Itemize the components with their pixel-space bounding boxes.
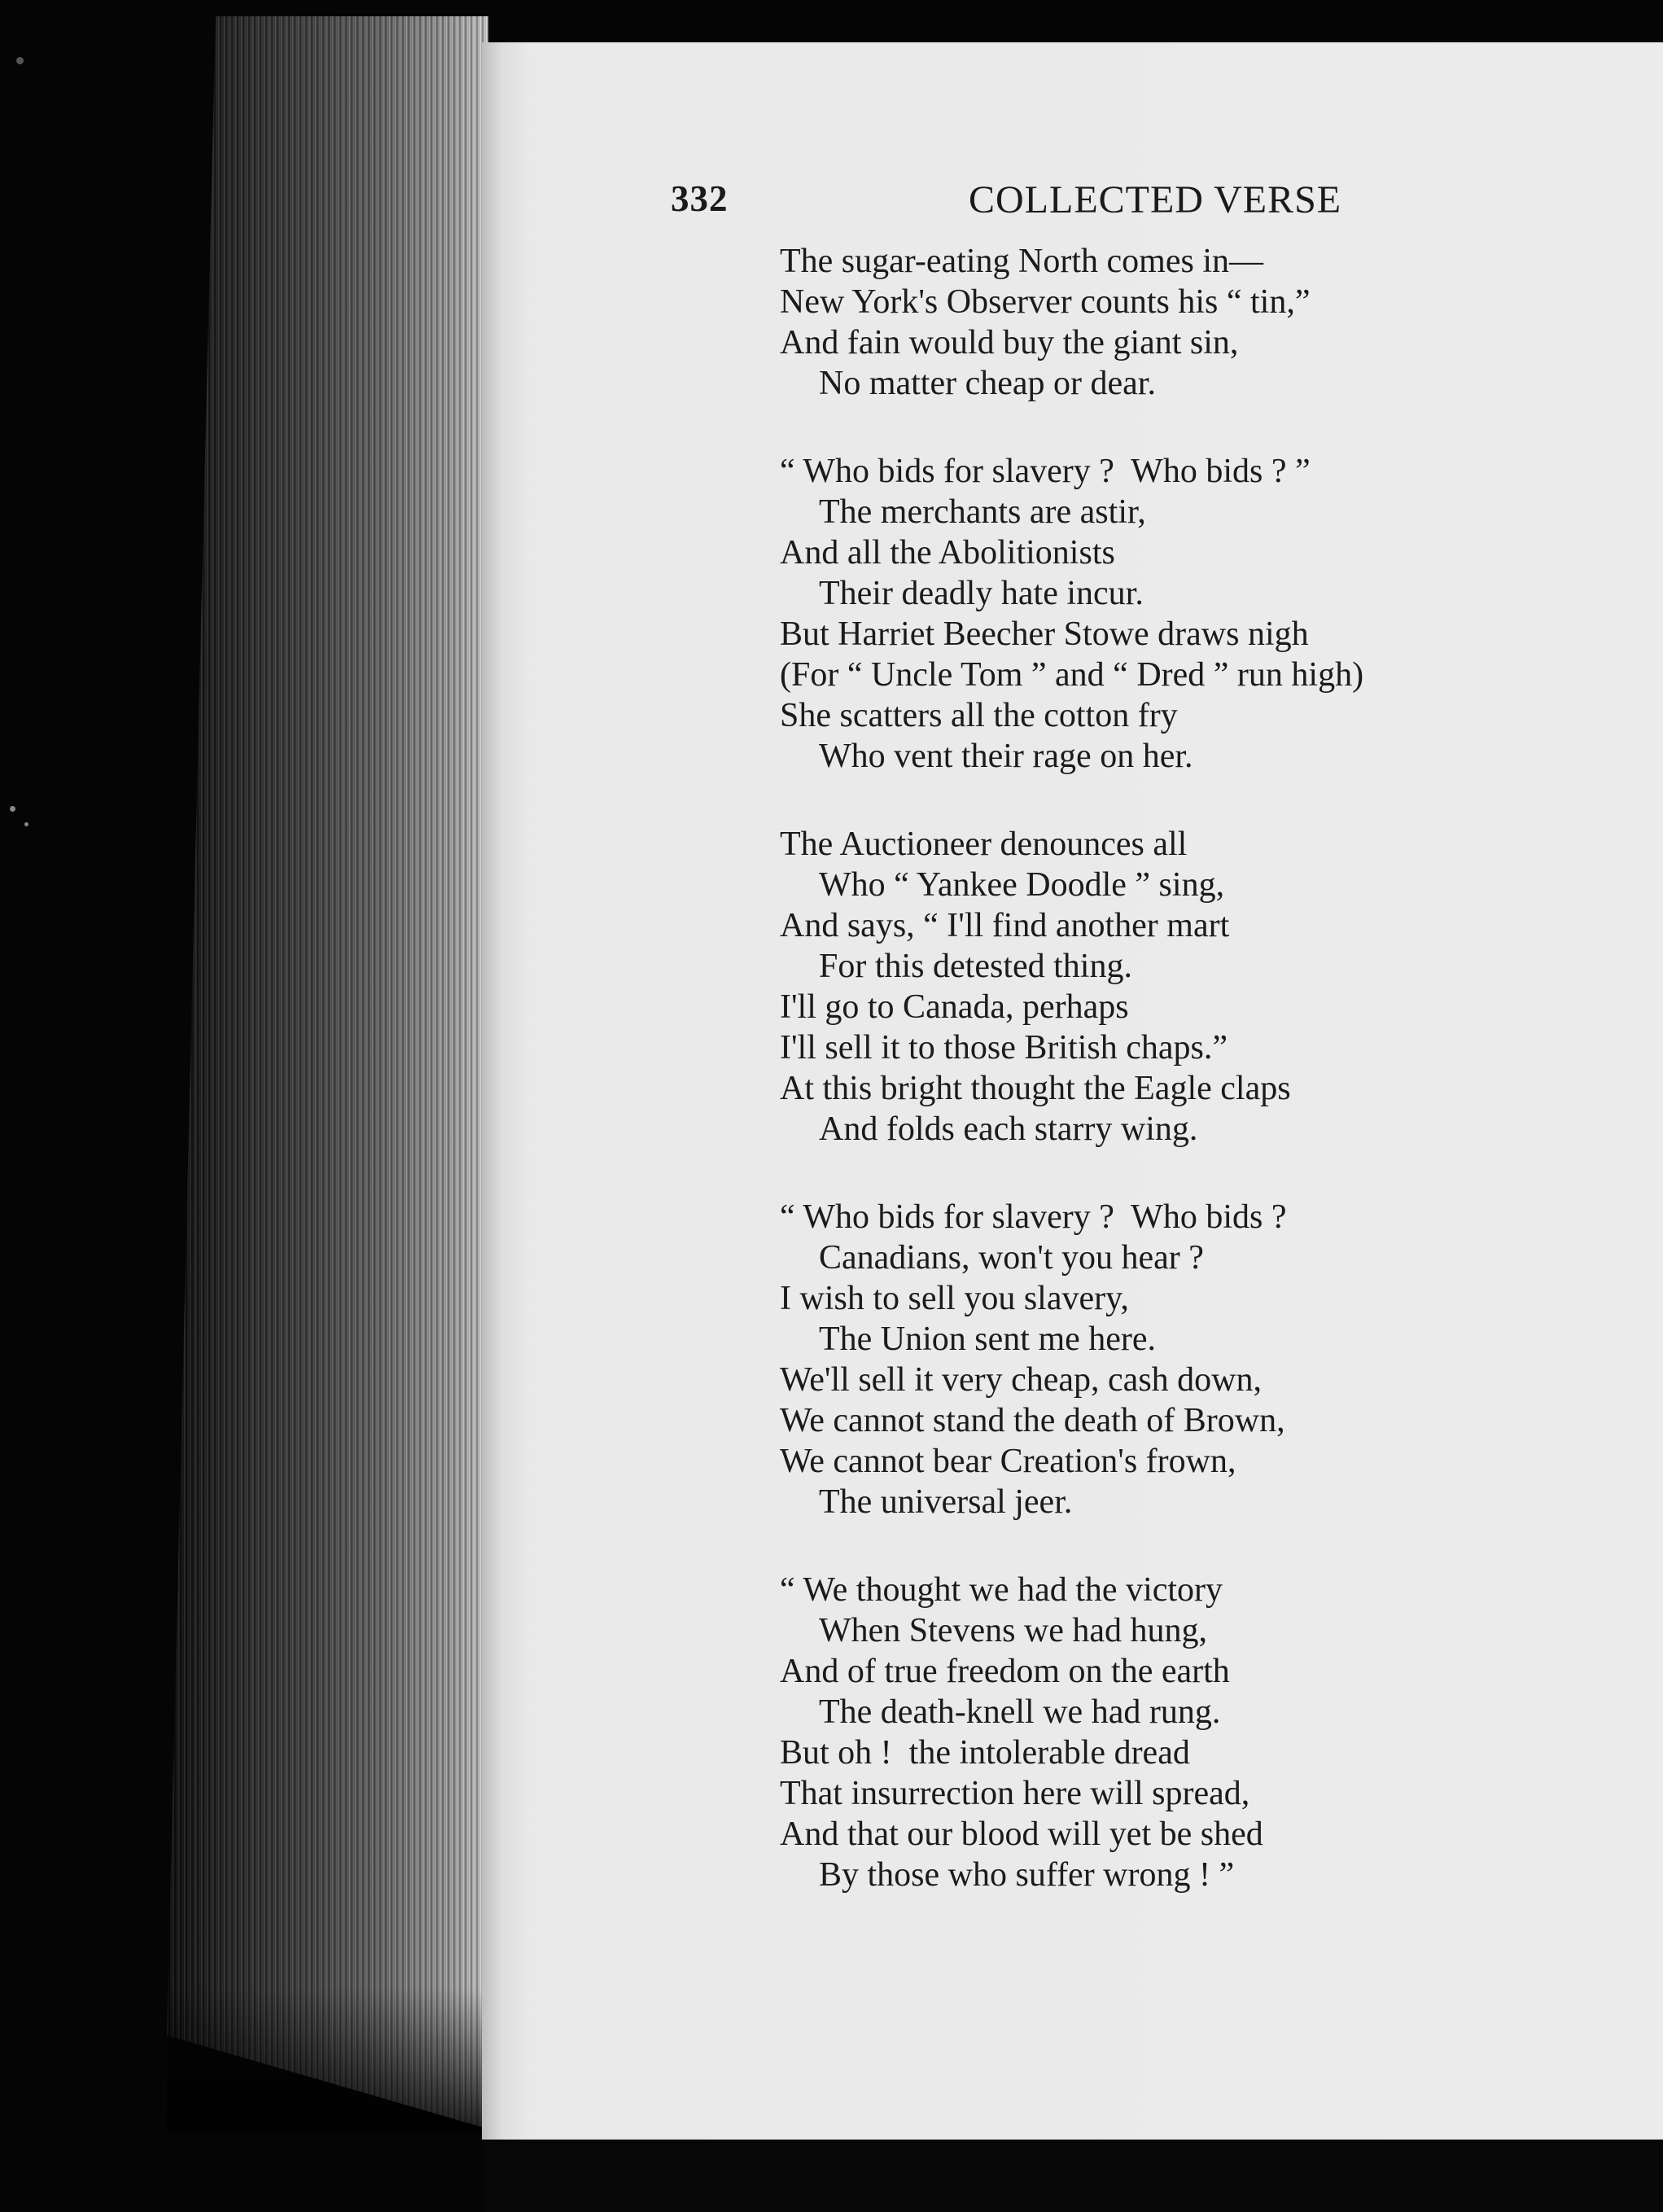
poem-line: She scatters all the cotton fry <box>780 697 1178 734</box>
poem-line: But oh ! the intolerable dread <box>780 1734 1190 1772</box>
poem-line: We cannot bear Creation's frown, <box>780 1443 1236 1480</box>
page-number: 332 <box>671 178 729 219</box>
poem-line: But Harriet Beecher Stowe draws nigh <box>780 615 1309 653</box>
book-page-edges <box>167 16 488 2129</box>
poem-line: And fain would buy the giant sin, <box>780 324 1239 361</box>
poem-line: The Auctioneer denounces all <box>780 826 1188 863</box>
book-edge-shadow <box>167 1986 509 2133</box>
poem-line: And folds each starry wing. <box>819 1110 1198 1148</box>
poem-line: By those who suffer wrong ! ” <box>819 1856 1235 1894</box>
poem-line: I'll sell it to those British chaps.” <box>780 1029 1228 1067</box>
poem-line: Who “ Yankee Doodle ” sing, <box>819 866 1225 904</box>
poem-line: And all the Abolitionists <box>780 534 1115 572</box>
background-speck <box>24 822 28 826</box>
poem-line: When Stevens we had hung, <box>819 1612 1208 1649</box>
poem-line: (For “ Uncle Tom ” and “ Dred ” run high) <box>780 656 1364 694</box>
poem-line: “ Who bids for slavery ? Who bids ? <box>780 1198 1287 1236</box>
poem-body <box>780 241 1626 1943</box>
page-bottom-shadow <box>482 2140 1663 2212</box>
stanza <box>780 1570 1626 1895</box>
stanza <box>780 1197 1626 1522</box>
poem-line: Their deadly hate incur. <box>819 575 1144 612</box>
poem-line: New York's Observer counts his “ tin,” <box>780 283 1311 321</box>
poem-line: No matter cheap or dear. <box>819 365 1156 402</box>
poem-line: The merchants are astir, <box>819 493 1146 531</box>
stanza <box>780 241 1626 404</box>
poem-line: And of true freedom on the earth <box>780 1653 1230 1690</box>
background-speck <box>16 57 24 64</box>
poem-line: “ We thought we had the victory <box>780 1571 1223 1609</box>
poem-line: And says, “ I'll find another mart <box>780 907 1230 944</box>
poem-line: I wish to sell you slavery, <box>780 1280 1129 1317</box>
poem-line: The sugar-eating North comes in— <box>780 243 1263 280</box>
poem-line: At this bright thought the Eagle claps <box>780 1070 1291 1107</box>
poem-line: The Union sent me here. <box>819 1321 1157 1358</box>
poem-line: The death-knell we had rung. <box>819 1693 1221 1731</box>
poem-line: We cannot stand the death of Brown, <box>780 1402 1285 1439</box>
poem-line: I'll go to Canada, perhaps <box>780 988 1129 1026</box>
running-title: COLLECTED VERSE <box>969 178 1342 221</box>
poem-line: Canadians, won't you hear ? <box>819 1239 1204 1277</box>
background-speck <box>10 806 15 812</box>
stanza <box>780 824 1626 1150</box>
poem-line: “ Who bids for slavery ? Who bids ? ” <box>780 453 1311 490</box>
page-header <box>671 177 1403 234</box>
stanza <box>780 451 1626 777</box>
poem-line: The universal jeer. <box>819 1483 1073 1521</box>
poem-line: And that our blood will yet be shed <box>780 1816 1263 1853</box>
poem-line: Who vent their rage on her. <box>819 738 1193 775</box>
poem-line: That insurrection here will spread, <box>780 1775 1250 1812</box>
poem-line: We'll sell it very cheap, cash down, <box>780 1361 1262 1399</box>
poem-line: For this detested thing. <box>819 948 1132 985</box>
